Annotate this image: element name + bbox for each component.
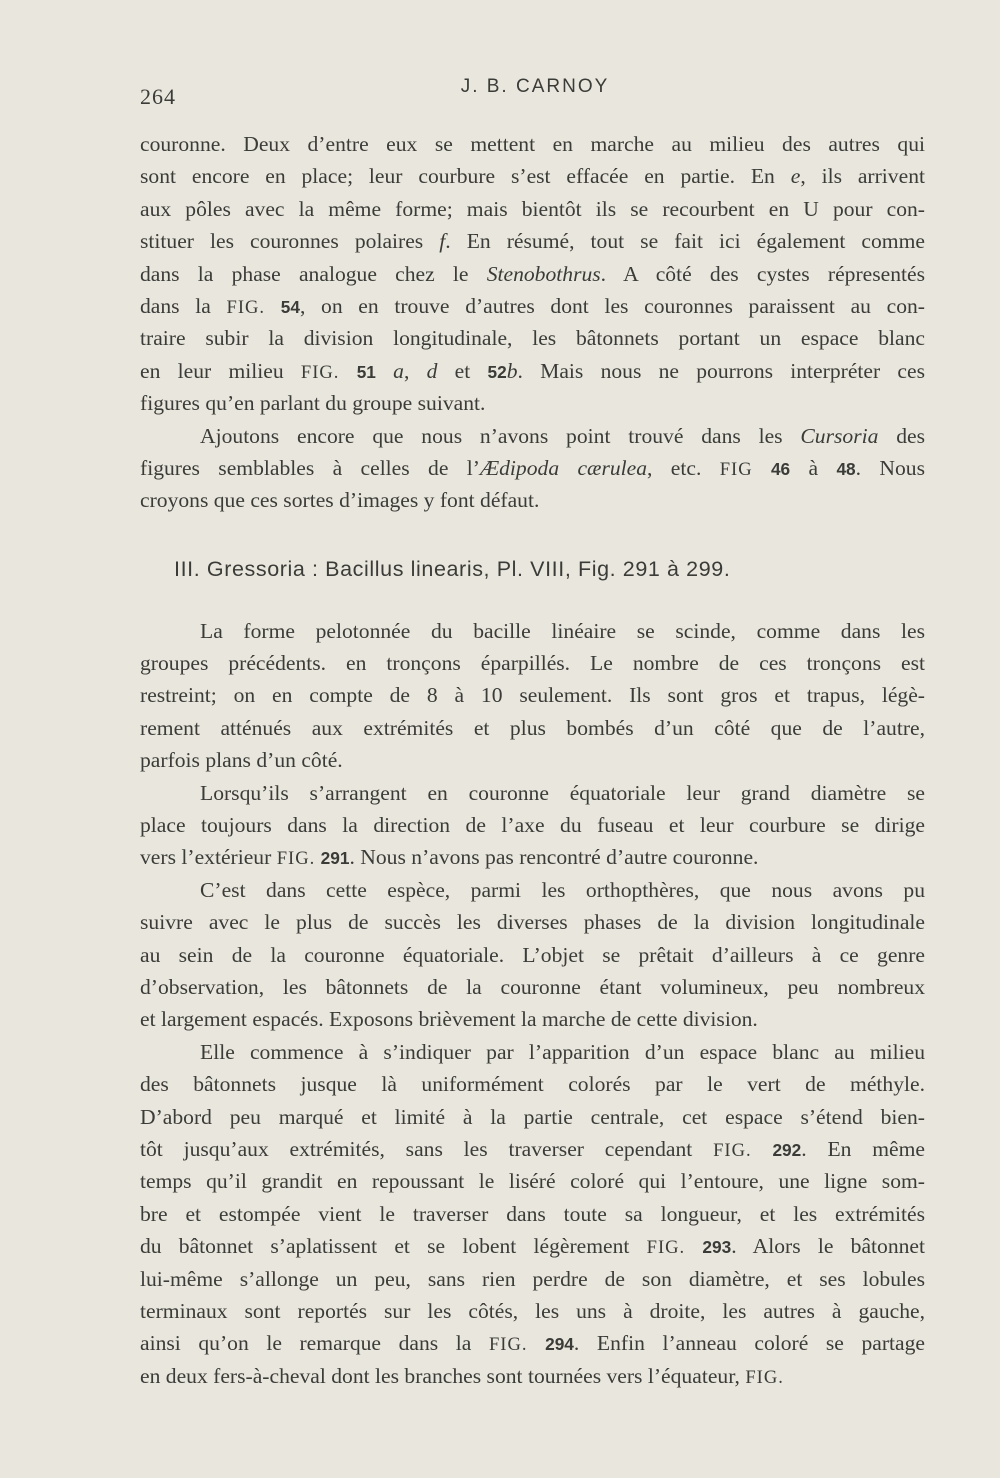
text-line: d’observation, les bâtonnets de la couronne étant volumineux, peu nombreux (140, 974, 925, 999)
text-line: vers l’extérieur FIG. 291. Nous n’avons pas rencontré d’autre couronne. (140, 845, 759, 870)
text-line: parfois plans d’un côté. (140, 748, 343, 773)
text-line: croyons que ces sortes d’images y font défaut. (140, 488, 540, 513)
text-line: terminaux sont reportés sur les côtés, les uns à droite, les autres à gauche, (140, 1298, 925, 1323)
running-head: J. B. CARNOY (460, 76, 610, 97)
text-line: des bâtonnets jusque là uniformément colorés par le vert de méthyle. (140, 1072, 925, 1097)
text-line: au sein de la couronne équatoriale. L’objet se prêtait d’ailleurs à ce genre (140, 942, 925, 967)
text-line: temps qu’il grandit en repoussant le liséré coloré qui l’entoure, une ligne som- (140, 1169, 925, 1194)
text-line: restreint; on en compte de 8 à 10 seulement. Ils sont gros et trapus, légè- (140, 683, 925, 708)
text-line: Elle commence à s’indiquer par l’apparition d’un espace blanc au milieu (200, 1039, 925, 1064)
text-line: dans la FIG. 54, on en trouve d’autres dont les couronnes paraissent au con- (140, 293, 925, 318)
text-line: dans la phase analogue chez le Stenobothrus. A côté des cystes répresentés (140, 261, 925, 286)
paragraph (140, 128, 925, 420)
paragraph (140, 874, 925, 1036)
section-heading: III. Gressoria : Bacillus linearis, Pl. VIII, Fig. 291 à 299. (174, 556, 731, 581)
text-line: stituer les couronnes polaires f. En résumé, tout se fait ici également comme (140, 229, 925, 254)
text-line: La forme pelotonnée du bacille linéaire se scinde, comme dans les (200, 618, 925, 643)
text-line: aux pôles avec la même forme; mais bientôt ils se recourbent en U pour con- (140, 196, 925, 221)
text-line: figures qu’en parlant du groupe suivant. (140, 391, 486, 416)
text-line: bre et estompée vient le traverser dans toute sa longueur, et les extrémités (140, 1201, 925, 1226)
text-line: couronne. Deux d’entre eux se mettent en marche au milieu des autres qui (140, 132, 925, 156)
text-line: sont encore en place; leur courbure s’est effacée en partie. En e, ils arrivent (140, 164, 925, 189)
text-line: C’est dans cette espèce, parmi les orthopthères, que nous avons pu (200, 877, 925, 902)
text-line: lui-même s’allonge un peu, sans rien perdre de son diamètre, et ses lobules (140, 1266, 925, 1291)
text-line: D’abord peu marqué et limité à la partie centrale, cet espace s’étend bien- (140, 1104, 925, 1129)
text-line: et largement espacés. Exposons brièvement la marche de cette division. (140, 1007, 758, 1032)
text-line: figures semblables à celles de l’Ædipoda cærulea, etc. FIG 46 à 48. Nous (140, 455, 925, 480)
text-line: en deux fers-à-cheval dont les branches sont tournées vers l’équateur, FIG. (140, 1363, 784, 1388)
paragraph (140, 777, 925, 874)
text-line: Lorsqu’ils s’arrangent en couronne équatoriale leur grand diamètre se (200, 780, 925, 805)
text-line: du bâtonnet s’aplatissent et se lobent légèrement FIG. 293. Alors le bâtonnet (140, 1234, 925, 1259)
text-line: traire subir la division longitudinale, les bâtonnets portant un espace blanc (140, 326, 925, 351)
text-line: place toujours dans la direction de l’axe du fuseau et leur courbure se dirige (140, 813, 925, 838)
text-line: Ajoutons encore que nous n’avons point trouvé dans les Cursoria des (200, 423, 925, 448)
paragraph (140, 1036, 925, 1392)
page-body (140, 128, 925, 1392)
text-line: suivre avec le plus de succès les diverses phases de la division longitudinale (140, 910, 925, 935)
paragraph (140, 420, 925, 517)
page-header (140, 72, 930, 112)
paragraph (140, 615, 925, 777)
text-line: groupes précédents. en tronçons éparpillés. Le nombre de ces tronçons est (140, 651, 925, 676)
text-line: tôt jusqu’aux extrémités, sans les traverser cependant FIG. 292. En même (140, 1136, 925, 1161)
text-line: ainsi qu’on le remarque dans la FIG. 294. Enfin l’anneau coloré se partage (140, 1331, 925, 1356)
page-number: 264 (140, 84, 176, 109)
text-line: rement atténués aux extrémités et plus bombés d’un côté que de l’autre, (140, 715, 925, 740)
text-line: en leur milieu FIG. 51 a, d et 52b. Mais nous ne pourrons interpréter ces (140, 358, 925, 383)
